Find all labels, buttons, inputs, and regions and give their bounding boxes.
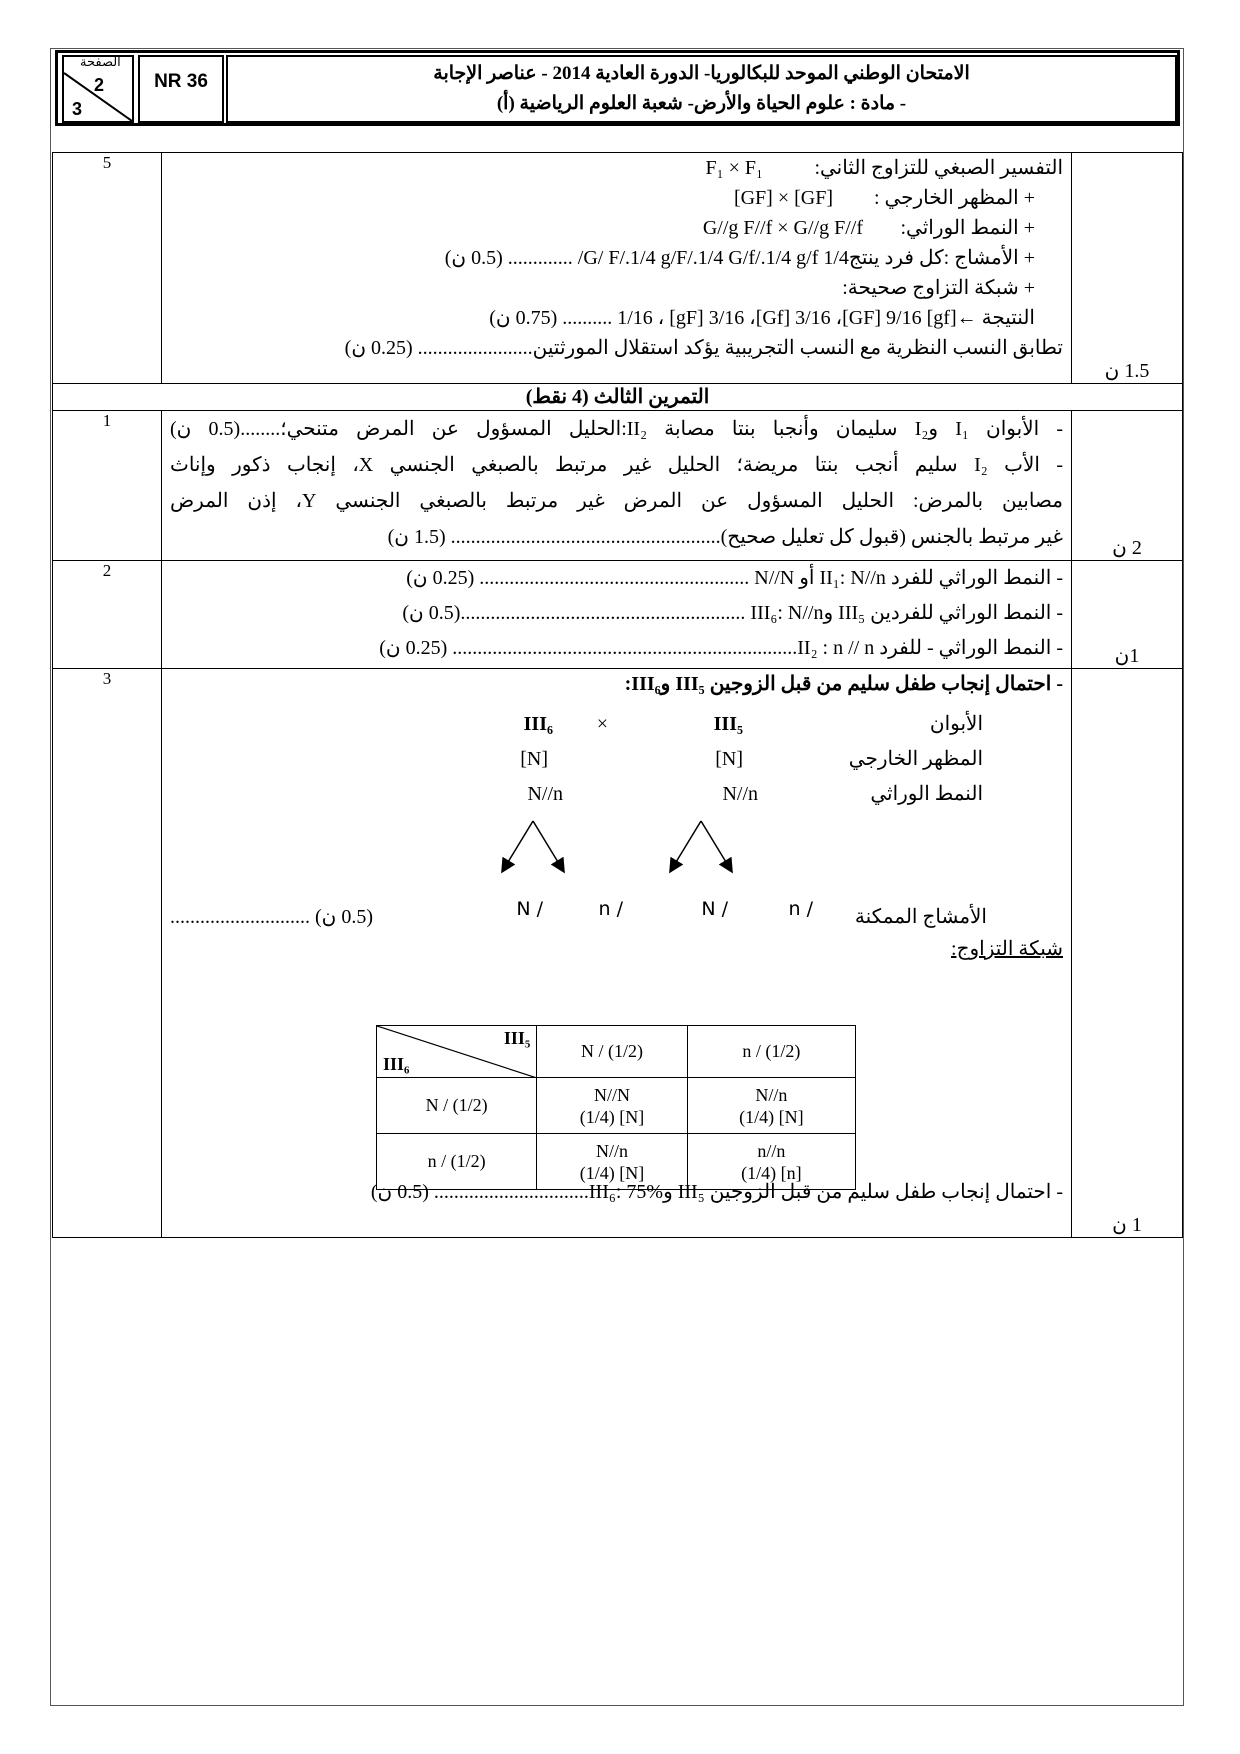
q3-parent-a: III₅: [713, 713, 743, 735]
q5-points: 1.5 ن: [1072, 153, 1183, 384]
q5-row: [53, 153, 1183, 384]
q1-line3: مصابين بالمرض: الحليل المسؤول عن المرض غير مرتبط بالصبغي الجنسي Y، إذن المرض: [170, 490, 1063, 512]
q3-pheno-a: [N]: [715, 748, 743, 770]
page-current: 2: [94, 75, 105, 95]
arrows-parent-b: [505, 821, 561, 867]
q3-gamete-arrows: [483, 817, 783, 879]
q3-gamete-3: n /: [598, 898, 623, 920]
grid-cell-genotype: n//n: [757, 1140, 786, 1161]
grid-corner: [377, 1026, 537, 1078]
q5-conclusion: تطابق النسب النظرية مع النسب التجريبية يؤكد استقلال المورثتين....................... (0.25 ن): [344, 337, 1063, 359]
grid-cell: [537, 1078, 687, 1134]
q5-result: النتيجة ←[gf] 1/16 ، [gF] 3/16 ،[Gf] 3/16 ،[GF] 9/16 .......... (0.75 ن): [489, 307, 1035, 329]
q5-label-genotype: + النمط الوراثي:: [900, 217, 1035, 239]
grid-cell: [687, 1078, 855, 1134]
q1-body: [162, 411, 1072, 561]
grid-cell-genotype: N//n: [595, 1140, 628, 1161]
q5-label-chromosomal: التفسير الصبغي للتزاوج الثاني:: [814, 157, 1063, 179]
q3-geno-b: N//n: [527, 783, 563, 805]
grid-cell-genotype: N//N: [594, 1084, 630, 1105]
page-total: 3: [72, 99, 83, 119]
grid-cell-prob: (1/4) [N]: [579, 1106, 645, 1127]
grid-cell-prob: (1/4) [N]: [579, 1162, 645, 1183]
q3-parent-b: III₆: [523, 713, 553, 735]
grid-cell-genotype: N//n: [755, 1084, 788, 1105]
q5-grid-note: + شبكة التزاوج صحيحة:: [842, 277, 1035, 299]
q5-gametes: + الأمشاج :كل فرد ينتج1/4 G/ F/.1/4 g/F/.1/4 G/f/.1/4 g/f/ ............. (0.5 ن): [444, 247, 1035, 269]
q3-pheno-b: [N]: [520, 748, 548, 770]
q3-heading: - احتمال إنجاب طفل سليم من قبل الزوجين III₅ وIII₆:: [624, 673, 1063, 695]
q3-conclusion: - احتمال إنجاب طفل سليم من قبل الزوجين III₅ وIII₆: 75%............................... (0.5 ن): [370, 1181, 1063, 1203]
q5-label-phenotype: + المظهر الخارجي :: [873, 187, 1035, 209]
q5-number: 5: [53, 153, 162, 384]
grid-corner-bottom: III₆: [383, 1054, 410, 1074]
grid-row-header: n / (1/2): [377, 1134, 537, 1190]
q1-line1: - الأبوان I₁ وI₂ سليمان وأنجبا بنتا مصابة II₂:الحليل المسؤول عن المرض متنحي؛........(0.5 ن): [170, 418, 1063, 440]
q3-pheno-label: المظهر الخارجي: [848, 748, 983, 770]
q1-number: 1: [53, 411, 162, 561]
q3-gametes-label: الأمشاج الممكنة: [854, 906, 987, 928]
q2-points: 1ن: [1072, 561, 1183, 669]
q2-line2: - النمط الوراثي للفردين III₅ وIII₆: N//n .........................................................(0.5 ن): [402, 602, 1063, 624]
q2-number: 2: [53, 561, 162, 669]
q1-row: [53, 411, 1183, 561]
q3-grid-title: شبكة التزاوج:: [951, 938, 1063, 960]
grid-col-header: n / (1/2): [687, 1026, 855, 1078]
header-title: [226, 55, 1177, 123]
arrows-parent-a: [673, 821, 729, 867]
q5-genotype: G//g F//f × G//g F//f: [702, 217, 863, 239]
q3-points: 1 ن: [1072, 669, 1183, 1238]
q3-number: 3: [53, 669, 162, 1238]
q3-geno-a: N//n: [722, 783, 758, 805]
grid-corner-top: III₅: [503, 1028, 531, 1048]
q3-parents-label: الأبوان: [929, 713, 983, 735]
q1-points: 2 ن: [1072, 411, 1183, 561]
exam-code: NR 36: [138, 55, 224, 123]
grid-cell: [537, 1134, 687, 1190]
q2-line3: - النمط الوراثي - للفرد II₂ : n // n..................................................................... (0.25 ن): [379, 637, 1063, 659]
grid-cell-prob: (1/4) [n]: [741, 1162, 802, 1183]
header-title-line2: - مادة : علوم الحياة والأرض- شعبة العلوم الرياضية (أ): [496, 93, 907, 114]
page-label: الصفحة: [80, 55, 121, 70]
q5-cross: F₁ × F₁: [705, 157, 763, 179]
q3-cross-sign: ×: [596, 713, 608, 735]
exam-header: [55, 50, 1180, 126]
punnett-grid: [376, 1025, 856, 1190]
grid-col-header: N / (1/2): [537, 1026, 687, 1078]
q5-body: [162, 153, 1072, 384]
ex3-title-row: [53, 384, 1183, 411]
grid-cell-prob: (1/4) [N]: [739, 1106, 804, 1127]
ex3-title: التمرين الثالث (4 نقط): [53, 384, 1183, 411]
q1-line2: - الأب I₂ سليم أنجب بنتا مريضة؛ الحليل غير مرتبط بالصبغي الجنسي X، إنجاب ذكور وإناث: [170, 454, 1063, 476]
grid-cell: [687, 1134, 855, 1190]
q3-gametes-points: (0.5 ن) ............................: [170, 906, 374, 928]
q3-gamete-4: N /: [516, 898, 543, 920]
q2-line1: - النمط الوراثي للفرد II₁: N//n أو N//N ...................................................... (0.25 ن): [406, 567, 1063, 589]
q1-line4: غير مرتبط بالجنس (قبول كل تعليل صحيح)...................................................... (1.5 ن): [387, 526, 1063, 548]
q3-gamete-1: n /: [788, 898, 813, 920]
q2-body: [162, 561, 1072, 669]
page-number-box: [62, 55, 134, 123]
header-title-line1: الامتحان الوطني الموحد للبكالوريا- الدورة العادية 2014 - عناصر الإجابة: [433, 63, 970, 84]
q3-gamete-2: N /: [701, 898, 728, 920]
grid-row-header: N / (1/2): [377, 1078, 537, 1134]
q2-row: [53, 561, 1183, 669]
q5-phenotype: [GF] × [GF]: [733, 187, 833, 209]
q3-geno-label: النمط الوراثي: [870, 783, 983, 805]
